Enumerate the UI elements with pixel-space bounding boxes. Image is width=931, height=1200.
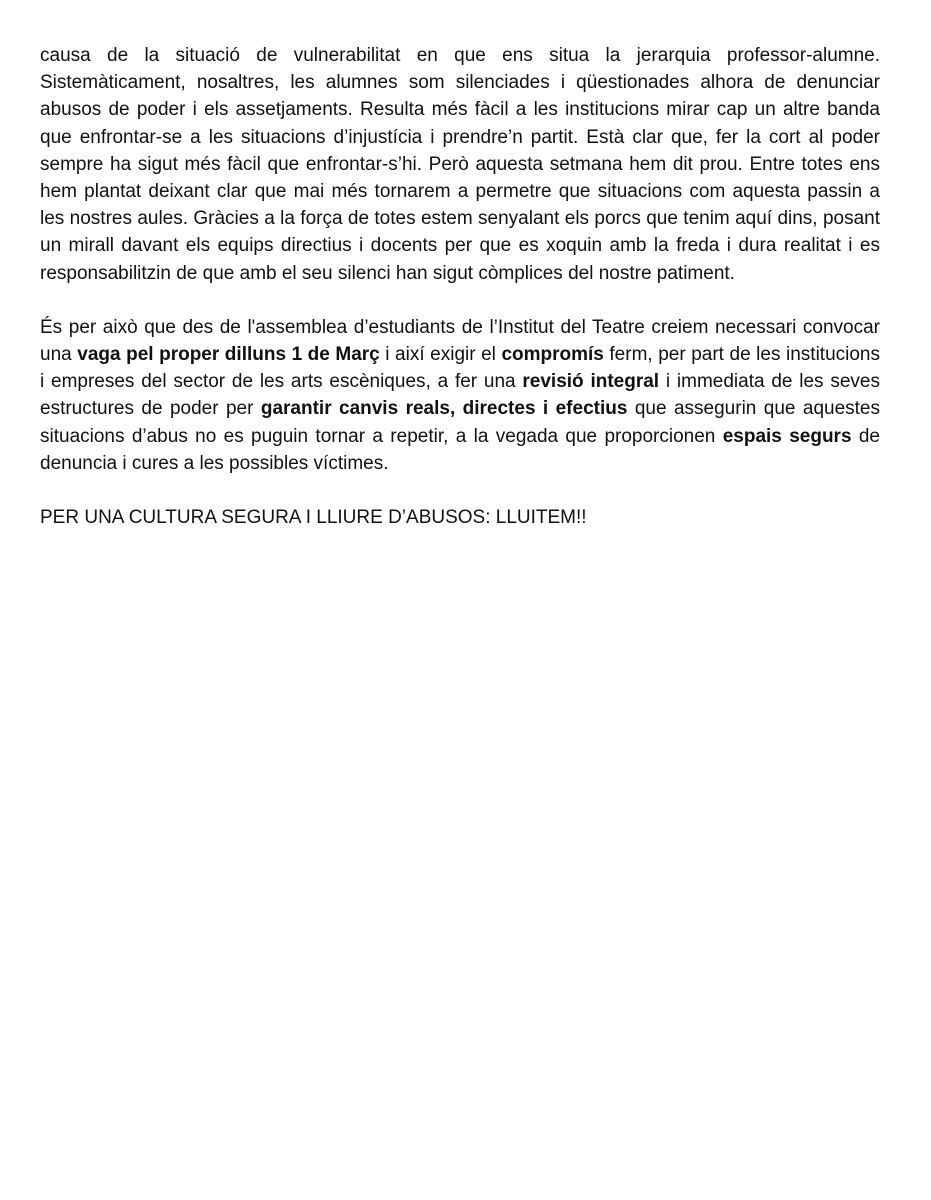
- paragraph-text: És per això que des de l'assemblea d’estudiants de l’Institut del Teatre creiem necessari convocar una: [40, 316, 880, 366]
- closing-slogan: PER UNA CULTURA SEGURA I LLIURE D’ABUSOS: LLUITEM!!: [40, 507, 587, 529]
- document-page: [40, 42, 880, 531]
- paragraph-strike-call: [40, 314, 880, 477]
- paragraph-text: ferm, per part de les institucions i empreses del sector de les arts escèniques, a fer una: [40, 344, 880, 393]
- paragraph-text: que assegurin que aquestes situacions d’abus no es puguin tornar a repetir, a la vegada que proporcionen: [40, 398, 880, 447]
- paragraph-text: de denuncia i cures a les possibles víctimes.: [40, 425, 880, 474]
- bold-commitment: compromís: [501, 344, 604, 366]
- bold-strike-date: vaga pel proper dilluns 1 de Març: [77, 344, 380, 366]
- bold-integral-review: revisió integral: [522, 371, 660, 393]
- paragraph-text: i així exigir el: [379, 344, 502, 366]
- paragraph-text: i immediata de les seves estructures de poder per: [40, 371, 880, 420]
- paragraph-vulnerability: causa de la situació de vulnerabilitat en que ens situa la jerarquia professor-alumne. Sistemàticament, nosaltres, les alumnes som silenciades i qüestionades alhora de denunciar abusos de poder i els assetjaments. Resulta més fàcil a les institucions mirar cap un altre banda que enfrontar-se a les situacions d’injustícia i prendre’n partit. Està clar que, fer la cort al poder sempre ha sigut més fàcil que enfrontar-s’hi. Però aquesta setmana hem dit prou. Entre totes ens hem plantat deixant clar que mai més tornarem a permetre que situacions com aquesta passin a les nostres aules. Gràcies a la força de totes estem senyalant els porcs que tenim aquí dins, posant un mirall davant els equips directius i docents per que es xoquin amb la freda i dura realitat i es responsabilitzin de que amb el seu silenci han sigut còmplices del nostre patiment.: [40, 45, 880, 284]
- bold-safe-spaces: espais segurs: [722, 425, 852, 447]
- bold-guarantee-changes: garantir canvis reals, directes i efectius: [260, 398, 628, 420]
